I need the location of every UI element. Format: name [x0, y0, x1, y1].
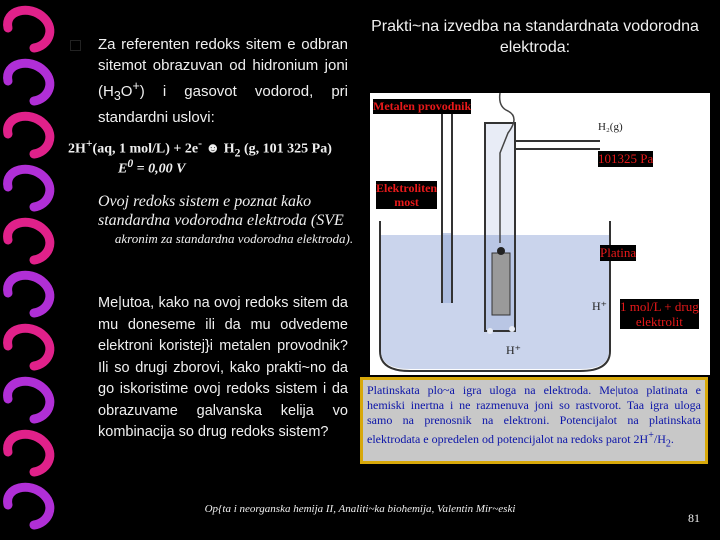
spiral-loop [8, 116, 50, 154]
question-paragraph: Me|utoa, kako na ovoj redoks sitem da mu doneseme ili da mu odvedeme elektroni koristej}i metalen provodnik? Ili so drugi zborovi, kako prakti~no da go iskoristime ovoj redoks sistem i da obrazuvame galvanska kelija vo kombinacija so drug redoks sistem? [98, 295, 348, 440]
half-reaction-equation: 2H+(aq, 1 mol/L) + 2e- ☻ $H_2$ (g, 101 325 Pa) [68, 137, 332, 160]
slide-footer: Op{ta i neorganska hemija II, Analiti~ka biohemija, Valentin Mir~eski [204, 503, 516, 515]
hydrogen-electrode-diagram [370, 93, 710, 375]
spiral-loop [8, 328, 50, 366]
sve-abbr: (SVE [310, 212, 344, 229]
label-pressure: 101325 Pa [598, 151, 654, 166]
standard-potential: $E^0 = 0,00$ V [118, 157, 186, 177]
label-electrolyte-line2: elektrolit [635, 314, 683, 329]
label-electrolyte-line1: 1 mol/L + drug [620, 299, 699, 314]
spiral-loop [8, 169, 50, 207]
spiral-loop [8, 10, 50, 48]
label-electrolyte [620, 299, 699, 329]
label-salt-bridge [376, 181, 437, 209]
label-platinum: Platina [600, 245, 637, 260]
spiral-binding-decoration [0, 0, 62, 540]
sve-paragraph [98, 192, 360, 247]
spiral-loop [8, 63, 50, 101]
spiral-loop [8, 434, 50, 472]
slide-title: Prakti~na izvedba na standardnata vodorodna elektroda: [371, 18, 699, 56]
sve-acronym-note: akronim za standardna vodorodna elektroda). [114, 231, 354, 246]
page-number: 81 [688, 511, 700, 525]
label-salt-bridge-line1: Elektroliten [376, 181, 438, 195]
label-salt-bridge-line2: most [394, 195, 419, 209]
spiral-loop [8, 381, 50, 419]
label-h2-gas: H₂(g) [598, 121, 623, 133]
spiral-loop [8, 487, 50, 525]
label-hplus-right: H⁺ [592, 299, 607, 313]
label-metal-conductor: Metalen provodnik [373, 99, 472, 113]
sve-text: Ovoj redoks sistem e poznat kako standardna vodorodna elektroda [98, 193, 312, 229]
bullet-marker [70, 40, 81, 51]
spiral-loop [8, 222, 50, 260]
electrode-illustration [370, 93, 710, 375]
platinum-info-box: Platinskata plo~a igra uloga na elektroda. Me|utoa platinata e hemiski inertna i ne razmenuva joni so rastvorot. Taa igra uloga samo na prenosnik na elektroni. Potencijalot na platinskata elektrodata e opredelen od potencijalot na redoks parot $2H^+/H_2$. [360, 377, 708, 464]
intro-paragraph: Za referenten redoks sitem e odbran sitemot obrazuvan od hidronium joni $(H_3O^+)$ i gasovot vodorod, pri standardni uslovi: [98, 36, 348, 126]
label-hplus-bottom: H⁺ [506, 343, 521, 357]
spiral-loop [8, 275, 50, 313]
